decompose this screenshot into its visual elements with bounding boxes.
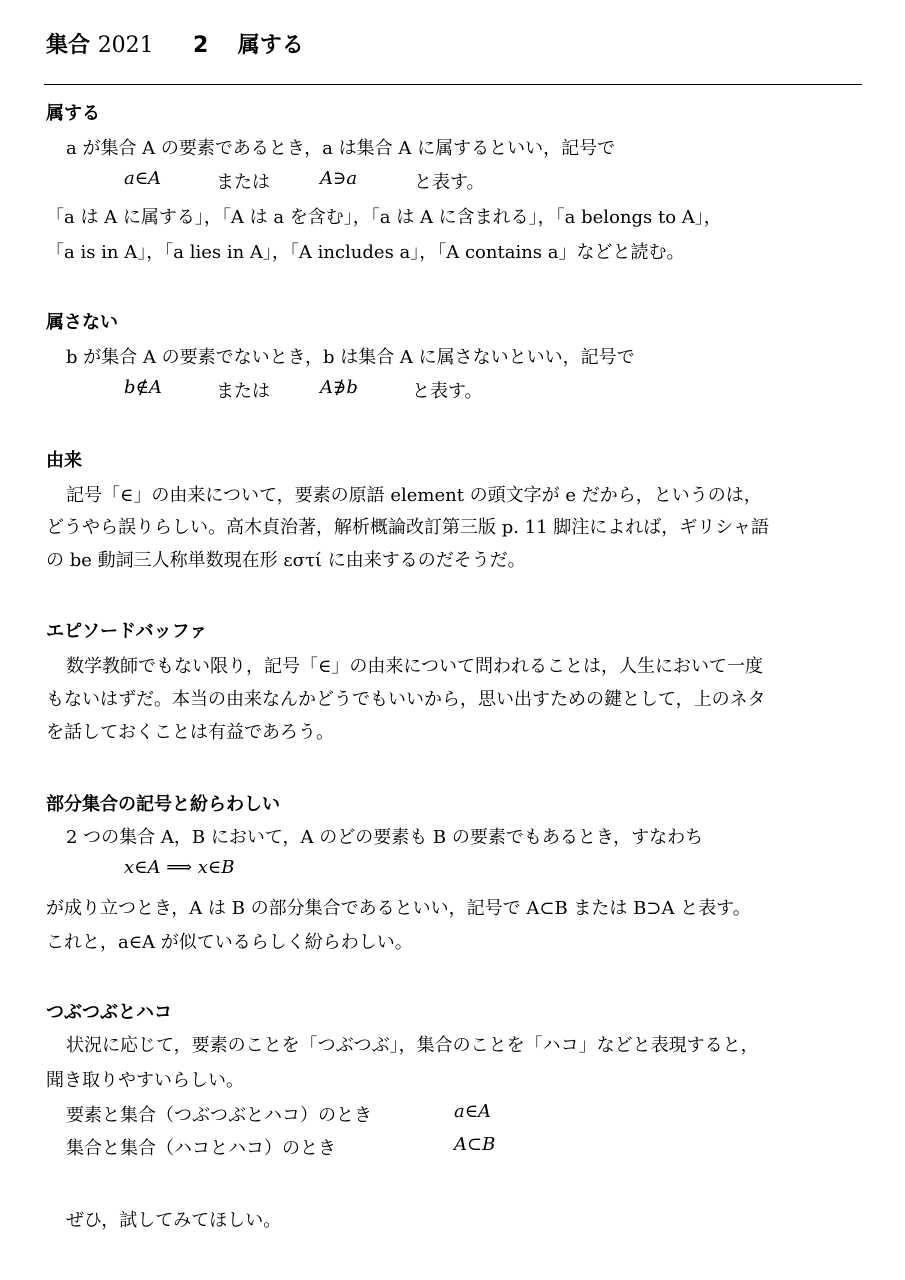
s6-row2-formula: A⊂B — [454, 1134, 496, 1155]
s2-tail: と表す。 — [412, 381, 483, 402]
section-heading-not-belongs: 属さない — [46, 312, 118, 333]
header-rule — [44, 84, 862, 85]
section-heading-subset-confusion: 部分集合の記号と紛らわしい — [46, 794, 280, 815]
s2-formula1: b∉A — [124, 377, 162, 398]
s1-formula2: A∋a — [320, 168, 358, 189]
s4-line1: 数学教師でもない限り，記号「∈」の由来について問われることは，人生において一度 — [66, 656, 763, 677]
section-heading-belongs: 属する — [46, 103, 100, 124]
s5-formula: x∈A ⟹ x∈B — [124, 857, 235, 878]
section-heading-origin: 由来 — [46, 450, 82, 471]
s1-formula1: a∈A — [124, 168, 162, 189]
s4-line2: もないはずだ。本当の由来なんかどうでもいいから，思い出すための鍵として，上のネタ — [46, 689, 766, 710]
s2-line1: b が集合 A の要素でないとき，b は集合 A に属さないといい，記号で — [66, 347, 635, 368]
s3-line2: どうやら誤りらしい。高木貞治著，解析概論改訂第三版 p. 11 脚注によれば，ギリシャ語 — [46, 517, 769, 538]
s3-line1: 記号「∈」の由来について，要素の原語 element の頭文字が e だから，というのは， — [66, 485, 762, 506]
s6-row1-label: 要素と集合（つぶつぶとハコ）のとき — [66, 1105, 372, 1126]
s2-formula2: A∌b — [320, 377, 358, 398]
s6-row1-formula: a∈A — [454, 1101, 492, 1122]
s6-closing: ぜひ，試してみてほしい。 — [66, 1210, 282, 1231]
s4-line3: を話しておくことは有益であろう。 — [46, 722, 334, 743]
s1-line4: 「a is in A」，「a lies in A」，「A includes a」，「A contains a」などと読む。 — [46, 242, 685, 263]
s6-line2: 聞き取りやすいらしい。 — [46, 1070, 244, 1091]
s1-tail: と表す。 — [414, 172, 485, 193]
section-heading-episode-buffer: エピソードバッファ — [46, 621, 208, 642]
s2-or: または — [216, 381, 270, 402]
header-subject: 集合 — [46, 33, 91, 58]
s1-line3: 「a は A に属する」，「A は a を含む」，「a は A に含まれる」，「a belongs to A」， — [46, 207, 722, 228]
s5-line4: これと，a∈A が似ているらしく紛らわしい。 — [46, 932, 413, 953]
s3-line3: の be 動詞三人称単数現在形 εστί に由来するのだそうだ。 — [46, 550, 526, 571]
page-header — [46, 28, 304, 59]
s1-or: または — [216, 172, 270, 193]
header-number: 2 — [193, 33, 209, 58]
section-heading-grains-and-box: つぶつぶとハコ — [46, 1002, 172, 1023]
header-title: 属する — [237, 33, 304, 58]
header-year: 2021 — [97, 33, 154, 58]
s5-line1: 2 つの集合 A，B において，A のどの要素も B の要素でもあるとき，すなわち — [66, 827, 704, 848]
s6-row2-label: 集合と集合（ハコとハコ）のとき — [66, 1138, 336, 1159]
s1-line1: a が集合 A の要素であるとき，a は集合 A に属するといい，記号で — [66, 138, 616, 159]
s5-line3: が成り立つとき，A は B の部分集合であるといい，記号で A⊂B または B⊃A と表す。 — [46, 898, 751, 919]
s6-line1: 状況に応じて，要素のことを「つぶつぶ」，集合のことを「ハコ」などと表現すると， — [66, 1035, 759, 1056]
